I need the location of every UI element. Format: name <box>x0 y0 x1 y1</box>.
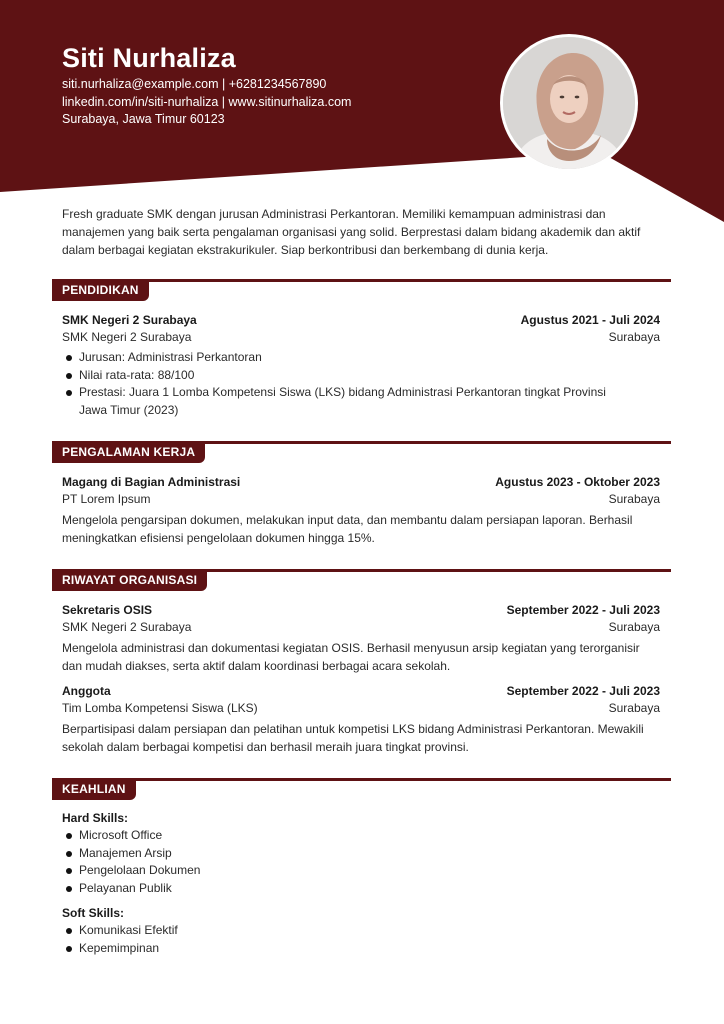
organization-role: Anggota <box>62 684 111 698</box>
contact-email-phone: siti.nurhaliza@example.com | +6281234567890 <box>62 77 327 91</box>
list-item: Jurusan: Administrasi Perkantoran <box>62 349 632 367</box>
list-item: Microsoft Office <box>62 827 632 845</box>
experience-company: PT Lorem Ipsum <box>62 492 151 506</box>
contact-links: linkedin.com/in/siti-nurhaliza | www.sitinurhaliza.com <box>62 95 352 109</box>
organization-role: Sekretaris OSIS <box>62 603 153 617</box>
section-title: PENGALAMAN KERJA <box>52 441 205 463</box>
organization-description: Mengelola administrasi dan dokumentasi kegiatan OSIS. Berhasil menyusun arsip kegiatan yang terorganisir dan mudah diakses, serta aktif dalam koordinasi berbagai acara sekolah. <box>62 641 640 673</box>
list-item: Nilai rata-rata: 88/100 <box>62 367 632 385</box>
list-item: Prestasi: Juara 1 Lomba Kompetensi Siswa (LKS) bidang Administrasi Perkantoran tingkat Provinsi Jawa Timur (2023) <box>62 384 632 419</box>
hard-skills-list <box>62 827 632 897</box>
contact-address: Surabaya, Jawa Timur 60123 <box>62 112 225 126</box>
organization-description: Berpartisipasi dalam persiapan dan pelatihan untuk kompetisi LKS bidang Administrasi Perkantoran. Mewakili sekolah dalam berbagai kompetisi dan berhasil meraih juara tingkat provinsi. <box>62 722 644 754</box>
list-item: Manajemen Arsip <box>62 845 632 863</box>
profile-photo <box>500 34 638 172</box>
soft-skills-label: Soft Skills: <box>62 906 125 920</box>
section-divider <box>52 778 671 781</box>
section-title: KEAHLIAN <box>52 778 136 800</box>
list-item: Komunikasi Efektif <box>62 922 632 940</box>
experience-period: Agustus 2023 - Oktober 2023 <box>495 475 660 489</box>
profile-photo-image <box>503 37 635 169</box>
experience-location: Surabaya <box>608 492 660 506</box>
education-institution: SMK Negeri 2 Surabaya <box>62 330 192 344</box>
education-period: Agustus 2021 - Juli 2024 <box>520 313 660 327</box>
list-item: Kepemimpinan <box>62 940 632 958</box>
profile-summary: Fresh graduate SMK dengan jurusan Administrasi Perkantoran. Memiliki kemampuan administrasi dan manajemen yang baik serta pengalaman organisasi yang solid. Berprestasi dalam bidang akademik dan aktif dalam berbagai kegiatan ekstrakurikuler. Siap berkontribusi dan berkembang di dunia kerja. <box>62 207 641 257</box>
hard-skills-label: Hard Skills: <box>62 811 129 825</box>
candidate-name: Siti Nurhaliza <box>62 43 236 73</box>
organization-period: September 2022 - Juli 2023 <box>506 684 660 698</box>
education-location: Surabaya <box>608 330 660 344</box>
organization-name: SMK Negeri 2 Surabaya <box>62 620 192 634</box>
education-school: SMK Negeri 2 Surabaya <box>62 313 197 327</box>
soft-skills-list <box>62 922 632 957</box>
section-title: PENDIDIKAN <box>52 279 149 301</box>
experience-role: Magang di Bagian Administrasi <box>62 475 241 489</box>
list-item: Pelayanan Publik <box>62 880 632 898</box>
organization-period: September 2022 - Juli 2023 <box>506 603 660 617</box>
organization-location: Surabaya <box>608 620 660 634</box>
list-item: Pengelolaan Dokumen <box>62 862 632 880</box>
organization-location: Surabaya <box>608 701 660 715</box>
education-details <box>62 349 632 419</box>
experience-description: Mengelola pengarsipan dokumen, melakukan input data, dan membantu dalam persiapan laporan. Berhasil meningkatkan efisiensi pengelolaan dokumen hingga 15%. <box>62 513 633 545</box>
section-title: RIWAYAT ORGANISASI <box>52 569 207 591</box>
organization-name: Tim Lomba Kompetensi Siswa (LKS) <box>62 701 258 715</box>
